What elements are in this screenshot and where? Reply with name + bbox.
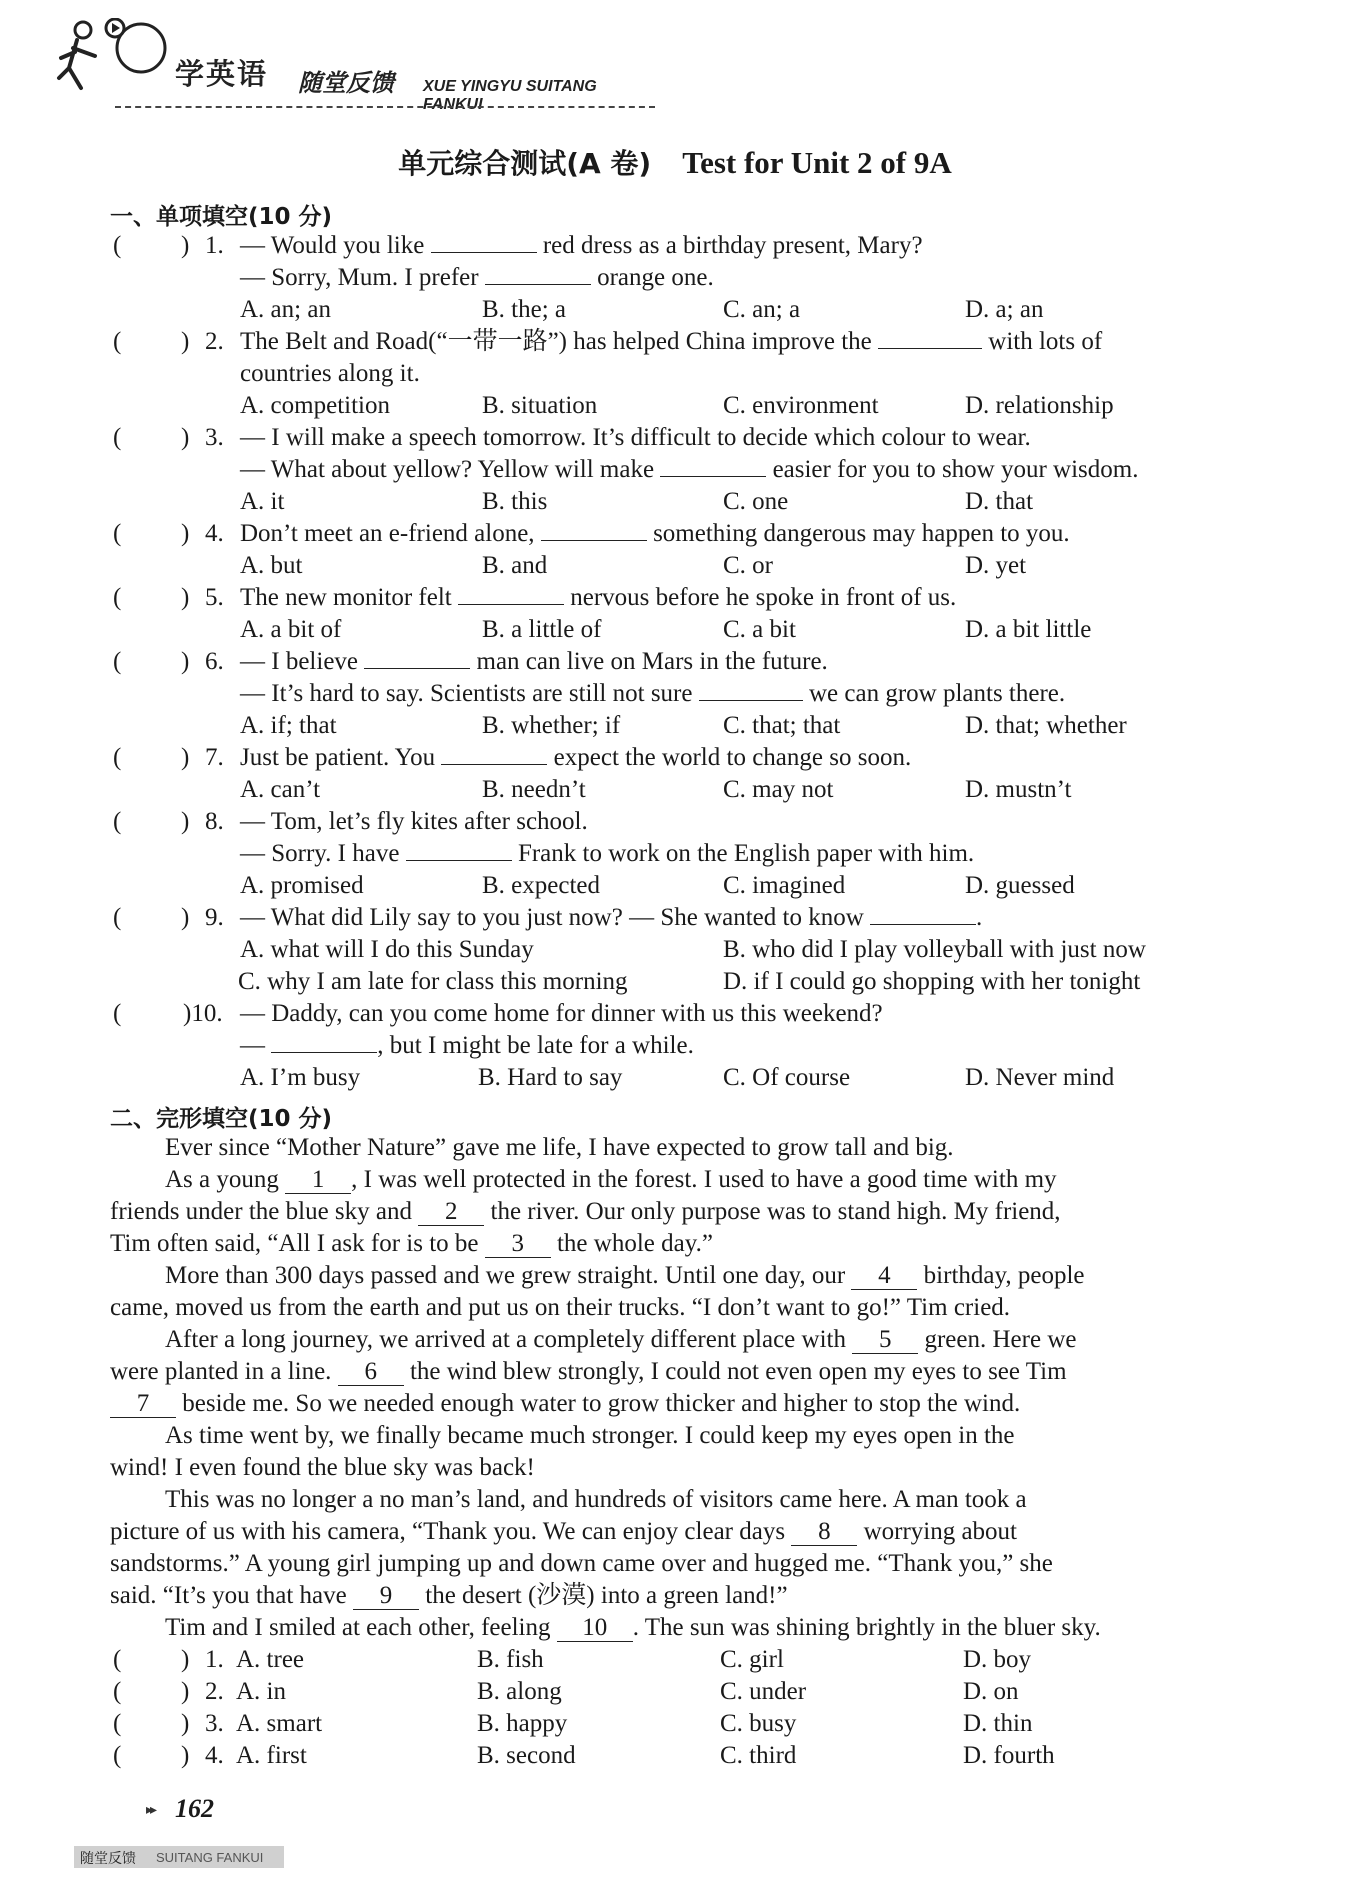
answer-blank[interactable] <box>541 518 647 541</box>
answer-blank[interactable] <box>660 454 766 477</box>
question-number: 3. <box>205 1710 224 1737</box>
option-d[interactable]: D. yet <box>965 552 1027 579</box>
page-title <box>0 142 1350 182</box>
question-text: The new monitor felt nervous before he spoke in front of us. <box>240 584 957 611</box>
answer-paren: ( ) <box>113 808 190 835</box>
option-b[interactable]: B. who did I play volleyball with just now <box>723 936 1146 963</box>
question-number: 4. <box>205 520 224 547</box>
question-text: — Tom, let’s fly kites after school. <box>240 808 588 835</box>
answer-paren: ( ) <box>113 520 190 547</box>
answer-blank[interactable] <box>870 902 976 925</box>
answer-paren: ( ) <box>113 1646 190 1673</box>
question-text: — What did Lily say to you just now? — She wanted to know . <box>240 904 983 931</box>
cloze-text: This was no longer a no man’s land, and hundreds of visitors came here. A man took a <box>165 1486 1027 1513</box>
header-brand-cn2: 随堂反馈 <box>298 69 394 97</box>
title-en: Test for Unit 2 of 9A <box>682 145 952 180</box>
question-number: 2. <box>205 328 224 355</box>
question-text: — Sorry, Mum. I prefer orange one. <box>240 264 714 291</box>
answer-blank[interactable] <box>485 262 591 285</box>
option-c[interactable]: C. a bit <box>723 616 796 643</box>
question-text: — Would you like red dress as a birthday present, Mary? <box>240 232 923 259</box>
question-text: countries along it. <box>240 360 420 387</box>
option-c[interactable]: C. third <box>720 1742 797 1769</box>
option-a[interactable]: A. smart <box>236 1710 323 1737</box>
cloze-text: said. “It’s you that have 9 the desert (沙漠) into a green land!” <box>110 1582 788 1609</box>
option-d[interactable]: D. a bit little <box>965 616 1092 643</box>
option-d[interactable]: D. if I could go shopping with her tonight <box>723 968 1141 995</box>
question-text: — , but I might be late for a while. <box>240 1032 694 1059</box>
runner-logo-icon <box>55 18 175 108</box>
cloze-text: As time went by, we finally became much stronger. I could keep my eyes open in the <box>165 1422 1015 1449</box>
footer-brand-en: SUITANG FANKUI <box>156 1850 264 1865</box>
question-number: 5. <box>205 584 224 611</box>
option-c[interactable]: C. an; a <box>723 296 801 323</box>
cloze-text: were planted in a line. 6 the wind blew strongly, I could not even open my eyes to see Tim <box>110 1358 1067 1385</box>
option-c[interactable]: C. may not <box>723 776 834 803</box>
answer-paren: ( ) <box>113 1678 190 1705</box>
question-number: 9. <box>205 904 224 931</box>
answer-paren: ( ) <box>113 328 190 355</box>
question-text: The Belt and Road(“一带一路”) has helped China improve the with lots of <box>240 328 1103 355</box>
cloze-text: 7 beside me. So we needed enough water to grow thicker and higher to stop the wind. <box>110 1388 1020 1420</box>
answer-paren: ( ) <box>113 648 190 675</box>
question-text: — It’s hard to say. Scientists are still not sure we can grow plants there. <box>240 680 1066 707</box>
cloze-blank[interactable]: 3 <box>485 1231 551 1258</box>
question-number: 1. <box>205 1646 224 1673</box>
footer-brand-cn: 随堂反馈 <box>80 1851 136 1867</box>
cloze-blank[interactable]: 10 <box>557 1615 633 1642</box>
option-b[interactable]: B. a little of <box>482 616 602 643</box>
option-b[interactable]: B. situation <box>482 392 598 419</box>
answer-paren: ( <box>113 1000 122 1027</box>
option-b[interactable]: B. along <box>477 1678 562 1705</box>
option-c[interactable]: C. environment <box>723 392 879 419</box>
answer-blank[interactable] <box>699 678 803 701</box>
question-number: 8. <box>205 808 224 835</box>
cloze-blank[interactable]: 7 <box>110 1391 176 1418</box>
question-text: Just be patient. You expect the world to change so soon. <box>240 744 912 771</box>
answer-paren: ( ) <box>113 232 190 259</box>
option-b[interactable]: B. Hard to say <box>478 1064 623 1091</box>
answer-blank[interactable] <box>441 742 547 765</box>
option-b[interactable]: B. happy <box>477 1710 568 1737</box>
answer-paren: ( ) <box>113 584 190 611</box>
answer-blank[interactable] <box>458 582 564 605</box>
question-text: — I will make a speech tomorrow. It’s difficult to decide which colour to wear. <box>240 424 1031 451</box>
option-c[interactable]: C. one <box>723 488 789 515</box>
option-d[interactable]: D. on <box>963 1678 1019 1705</box>
cloze-blank[interactable]: 4 <box>851 1263 917 1290</box>
answer-blank[interactable] <box>878 326 982 349</box>
page-number: 162 <box>175 1794 214 1823</box>
option-d[interactable]: D. guessed <box>965 872 1075 899</box>
cloze-text: wind! I even found the blue sky was back! <box>110 1454 535 1481</box>
option-c[interactable]: C. under <box>720 1678 807 1705</box>
cloze-text: More than 300 days passed and we grew straight. Until one day, our 4 birthday, people <box>165 1262 1085 1289</box>
option-b[interactable]: B. needn’t <box>482 776 586 803</box>
cloze-text: Tim often said, “All I ask for is to be 3 the whole day.” <box>110 1230 713 1257</box>
cloze-text: As a young 1 , I was well protected in the forest. I used to have a good time with my <box>165 1166 1057 1193</box>
question-number: 6. <box>205 648 224 675</box>
answer-paren: ( ) <box>113 424 190 451</box>
cloze-text: came, moved us from the earth and put us on their trucks. “I don’t want to go!” Tim cried. <box>110 1294 1011 1321</box>
option-b[interactable]: B. expected <box>482 872 601 899</box>
option-a[interactable]: A. promised <box>240 872 364 899</box>
option-d[interactable]: D. boy <box>963 1646 1032 1673</box>
option-c[interactable]: C. Of course <box>723 1064 851 1091</box>
answer-paren: ( ) <box>113 904 190 931</box>
option-a[interactable]: A. I’m busy <box>240 1064 361 1091</box>
question-number: 3. <box>205 424 224 451</box>
answer-paren: ( ) <box>113 1710 190 1737</box>
cloze-blank[interactable]: 6 <box>338 1359 404 1386</box>
answer-blank[interactable] <box>431 230 537 253</box>
option-a[interactable]: A. an; an <box>240 296 331 323</box>
option-d[interactable]: D. that; whether <box>965 712 1127 739</box>
option-d[interactable]: D. Never mind <box>965 1064 1115 1091</box>
title-cn: 单元综合测试(A 卷) <box>398 147 652 180</box>
question-text: — Daddy, can you come home for dinner with us this weekend? <box>240 1000 883 1027</box>
option-d[interactable]: D. a; an <box>965 296 1044 323</box>
section-heading-2: 二、完形填空(10 分) <box>110 1106 333 1132</box>
double-arrow-icon: ▸▸ <box>146 1803 155 1818</box>
option-a[interactable]: A. but <box>240 552 303 579</box>
cloze-blank[interactable]: 8 <box>791 1519 857 1546</box>
question-number: )10. <box>183 1000 223 1027</box>
option-a[interactable]: A. it <box>240 488 285 515</box>
option-b[interactable]: B. this <box>482 488 548 515</box>
answer-blank[interactable] <box>406 838 512 861</box>
header-brand-cn: 学英语 <box>175 57 269 91</box>
option-c[interactable]: C. girl <box>720 1646 784 1673</box>
cloze-blank[interactable]: 2 <box>418 1199 484 1226</box>
option-a[interactable]: A. in <box>236 1678 286 1705</box>
option-a[interactable]: A. can’t <box>240 776 321 803</box>
question-number: 1. <box>205 232 224 259</box>
answer-paren: ( ) <box>113 1742 190 1769</box>
answer-paren: ( ) <box>113 744 190 771</box>
cloze-text: Tim and I smiled at each other, feeling 10 . The sun was shining brightly in the bluer sky. <box>165 1614 1101 1641</box>
option-b[interactable]: B. the; a <box>482 296 567 323</box>
header-divider <box>115 106 655 108</box>
question-text: Don’t meet an e-friend alone, something dangerous may happen to you. <box>240 520 1070 547</box>
option-b[interactable]: B. fish <box>477 1646 544 1673</box>
option-c[interactable]: C. or <box>723 552 773 579</box>
cloze-blank[interactable]: 5 <box>852 1327 918 1354</box>
cloze-blank[interactable]: 1 <box>285 1167 351 1194</box>
option-c[interactable]: C. that; that <box>723 712 841 739</box>
option-c[interactable]: C. busy <box>720 1710 797 1737</box>
cloze-blank[interactable]: 9 <box>353 1583 419 1610</box>
cloze-text: sandstorms.” A young girl jumping up and down came over and hugged me. “Thank you,” she <box>110 1550 1053 1577</box>
option-b[interactable]: B. second <box>477 1742 576 1769</box>
question-number: 7. <box>205 744 224 771</box>
cloze-text: After a long journey, we arrived at a completely different place with 5 green. Here we <box>165 1326 1077 1353</box>
question-number: 4. <box>205 1742 224 1769</box>
answer-blank[interactable] <box>364 646 470 669</box>
question-text: — Sorry. I have Frank to work on the English paper with him. <box>240 840 975 867</box>
option-b[interactable]: B. and <box>482 552 548 579</box>
option-a[interactable]: A. what will I do this Sunday <box>240 936 534 963</box>
cloze-text: Ever since “Mother Nature” gave me life, I have expected to grow tall and big. <box>165 1134 954 1161</box>
option-d[interactable]: D. fourth <box>963 1742 1055 1769</box>
page-header <box>55 18 655 113</box>
question-text: — I believe man can live on Mars in the future. <box>240 648 828 675</box>
option-a[interactable]: A. tree <box>236 1646 305 1673</box>
option-d[interactable]: D. mustn’t <box>965 776 1072 803</box>
option-a[interactable]: A. competition <box>240 392 390 419</box>
option-d[interactable]: D. relationship <box>965 392 1114 419</box>
option-a[interactable]: A. if; that <box>240 712 337 739</box>
option-a[interactable]: A. a bit of <box>240 616 342 643</box>
option-d[interactable]: D. that <box>965 488 1034 515</box>
option-c[interactable]: C. why I am late for class this morning <box>238 968 628 995</box>
answer-blank[interactable] <box>271 1030 377 1053</box>
section-heading-1: 一、单项填空(10 分) <box>110 204 333 230</box>
option-b[interactable]: B. whether; if <box>482 712 621 739</box>
header-brand-en: XUE YINGYU SUITANG FANKUI <box>423 78 597 113</box>
cloze-text: picture of us with his camera, “Thank you. We can enjoy clear days 8 worrying about <box>110 1518 1018 1545</box>
question-text: — What about yellow? Yellow will make easier for you to show your wisdom. <box>240 456 1139 483</box>
option-d[interactable]: D. thin <box>963 1710 1033 1737</box>
question-number: 2. <box>205 1678 224 1705</box>
option-a[interactable]: A. first <box>236 1742 307 1769</box>
cloze-text: friends under the blue sky and 2 the river. Our only purpose was to stand high. My friend, <box>110 1198 1061 1225</box>
option-c[interactable]: C. imagined <box>723 872 846 899</box>
